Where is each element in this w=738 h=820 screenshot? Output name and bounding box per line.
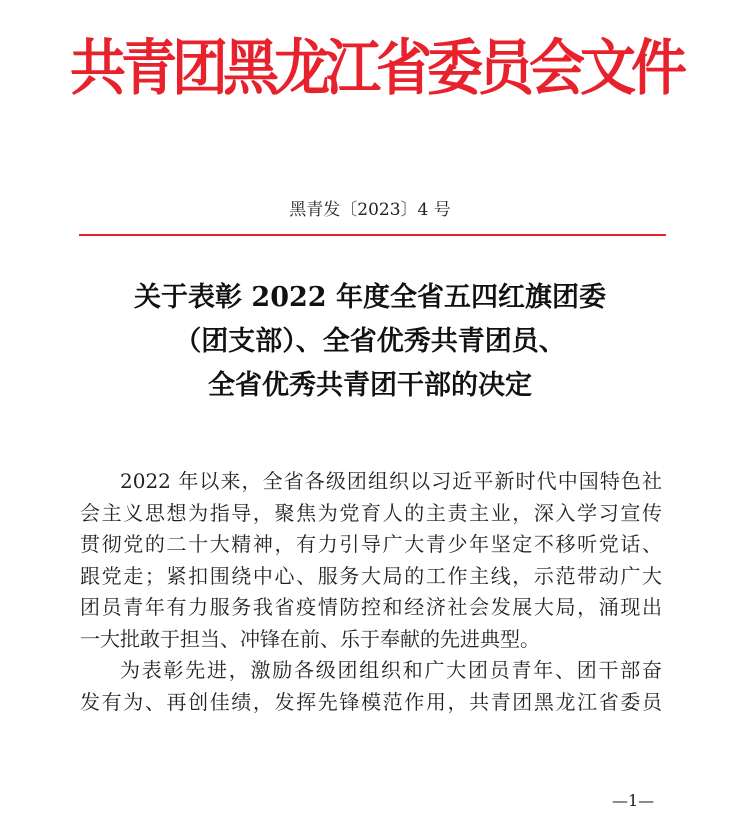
body-line: 发有为、再创佳绩，发挥先锋模范作用，共青团黑龙江省委员 — [80, 689, 662, 714]
title-line-2: （团支部）、全省优秀共青团员、 — [174, 326, 566, 357]
body-paragraph-1 — [80, 466, 662, 655]
body-line: 跟党走；紧扣围绕中心、服务大局的工作主线，示范带动广大 — [80, 563, 662, 588]
body-line: 团员青年有力服务我省疫情防控和经济社会发展大局，涌现出 — [80, 595, 662, 619]
title-line-1: 关于表彰 2022 年度全省五四红旗团委 — [134, 282, 606, 313]
body-line: 为表彰先进，激励各级团组织和广大团员青年、团干部奋 — [120, 658, 662, 682]
page-number: —1— — [612, 791, 655, 810]
title-line-3: 全省优秀共青团干部的决定 — [208, 370, 532, 401]
masthead-title: 共青团黑龙江省委员会文件 — [70, 32, 682, 104]
document-body — [80, 466, 662, 718]
body-paragraph-2 — [80, 655, 662, 718]
red-divider-line — [79, 234, 666, 236]
document-title — [80, 276, 660, 408]
document-number: 黑青发〔2023〕4 号 — [289, 200, 451, 220]
body-line: 贯彻党的二十大精神，有力引导广大青少年坚定不移听党话、 — [80, 532, 662, 556]
body-line: 会主义思想为指导，聚焦为党育人的主责主业，深入学习宣传 — [80, 500, 662, 525]
body-line: 2022 年以来，全省各级团组织以习近平新时代中国特色社 — [120, 469, 662, 493]
body-line: 一大批敢于担当、冲锋在前、乐于奉献的先进典型。 — [80, 626, 540, 651]
